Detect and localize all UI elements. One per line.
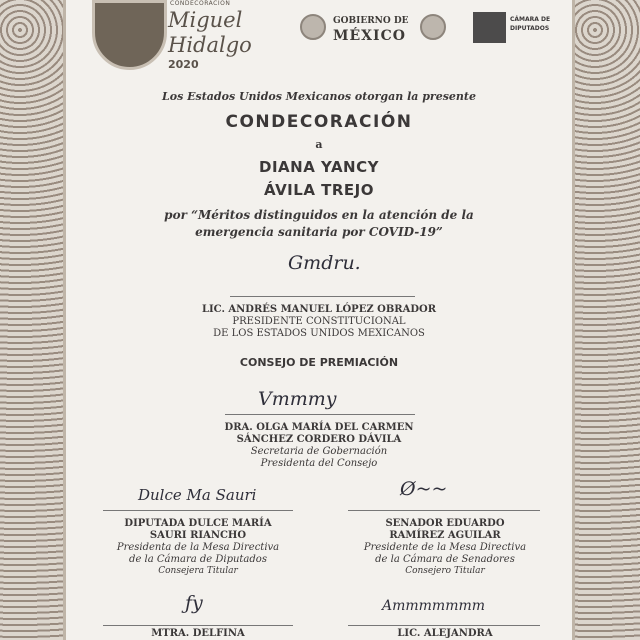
signer-name1: MTRA. DELFINA (151, 628, 245, 639)
signature-line (103, 625, 293, 626)
senado-seal-icon (420, 14, 446, 40)
hidalgo-portrait-logo (92, 0, 167, 70)
signer-role2: de la Cámara de Diputados (129, 554, 267, 565)
signer-name1: DIPUTADA DULCE MARÍA (124, 518, 272, 529)
council-title: CONSEJO DE PREMIACIÓN (239, 356, 399, 369)
signature-line (225, 414, 415, 415)
reason-line2: emergencia sanitaria por COVID-19” (195, 225, 443, 239)
decorative-border-left (0, 0, 66, 640)
president-role1: PRESIDENTE CONSTITUCIONAL (232, 316, 406, 327)
president-name: LIC. ANDRÉS MANUEL LÓPEZ OBRADOR (201, 304, 437, 315)
signer-role2: Presidenta del Consejo (260, 458, 378, 469)
signer-block (345, 518, 545, 577)
decorative-border-right (572, 0, 640, 640)
signer-signature: Dulce Ma Sauri (138, 486, 257, 504)
signer-signature: Vmmmy (258, 388, 337, 410)
brand-line2: Hidalgo (168, 33, 252, 57)
signer-name1: DRA. OLGA MARÍA DEL CARMEN (224, 422, 414, 433)
signer-role1: Secretaria de Gobernación (250, 446, 388, 457)
signer-block (98, 518, 298, 577)
gob-line2: MÉXICO (333, 28, 406, 44)
signer-role1: Presidenta de la Mesa Directiva (116, 542, 280, 553)
president-signature: Gmdru. (288, 252, 361, 274)
gob-line1: GOBIERNO DE (333, 16, 409, 26)
signer-role3: Consejera Titular (158, 566, 238, 576)
mexico-seal-icon (300, 14, 326, 40)
signer-role3: Consejero Titular (405, 566, 485, 576)
brand-small: CONDECORACIÓN (170, 0, 231, 7)
signer-signature: Ammmmmmm (382, 598, 486, 614)
signature-line (230, 296, 415, 297)
signature-line (103, 510, 293, 511)
a-text: a (315, 138, 323, 151)
signature-line (348, 625, 540, 626)
president-role2: DE LOS ESTADOS UNIDOS MEXICANOS (213, 328, 425, 339)
title: CONDECORACIÓN (225, 112, 413, 132)
gobierno-logo (333, 15, 409, 45)
brand-year: 2020 (168, 58, 199, 71)
camara-line2: DIPUTADOS (510, 25, 550, 32)
camara-line1: CÁMARA DE (510, 16, 551, 23)
signer-signature: ƒy (185, 592, 203, 614)
signer-signature: Ø~~ (400, 478, 448, 500)
signer-role1: Presidente de la Mesa Directiva (363, 542, 527, 553)
signer-name2: RAMÍREZ AGUILAR (389, 530, 501, 541)
recipient-line2: ÁVILA TREJO (263, 181, 375, 199)
camara-logo-text (510, 15, 550, 33)
recipient-line1: DIANA YANCY (259, 158, 379, 176)
signer-name1: LIC. ALEJANDRA (397, 628, 493, 639)
camara-logo-block (473, 12, 506, 43)
reason-line1: por “Méritos distinguidos en la atención de la (164, 208, 474, 222)
signer-name1: SENADOR EDUARDO (385, 518, 505, 529)
signature-line (348, 510, 540, 511)
signer-block (66, 422, 572, 470)
brand-line1: Miguel (168, 8, 243, 32)
condecoracion-brand (168, 0, 252, 71)
signer-role2: de la Cámara de Senadores (375, 554, 515, 565)
signer-name2: SAURI RIANCHO (149, 530, 247, 541)
signer-name2: SÁNCHEZ CORDERO DÁVILA (236, 434, 402, 445)
intro-text: Los Estados Unidos Mexicanos otorgan la presente (162, 90, 476, 103)
